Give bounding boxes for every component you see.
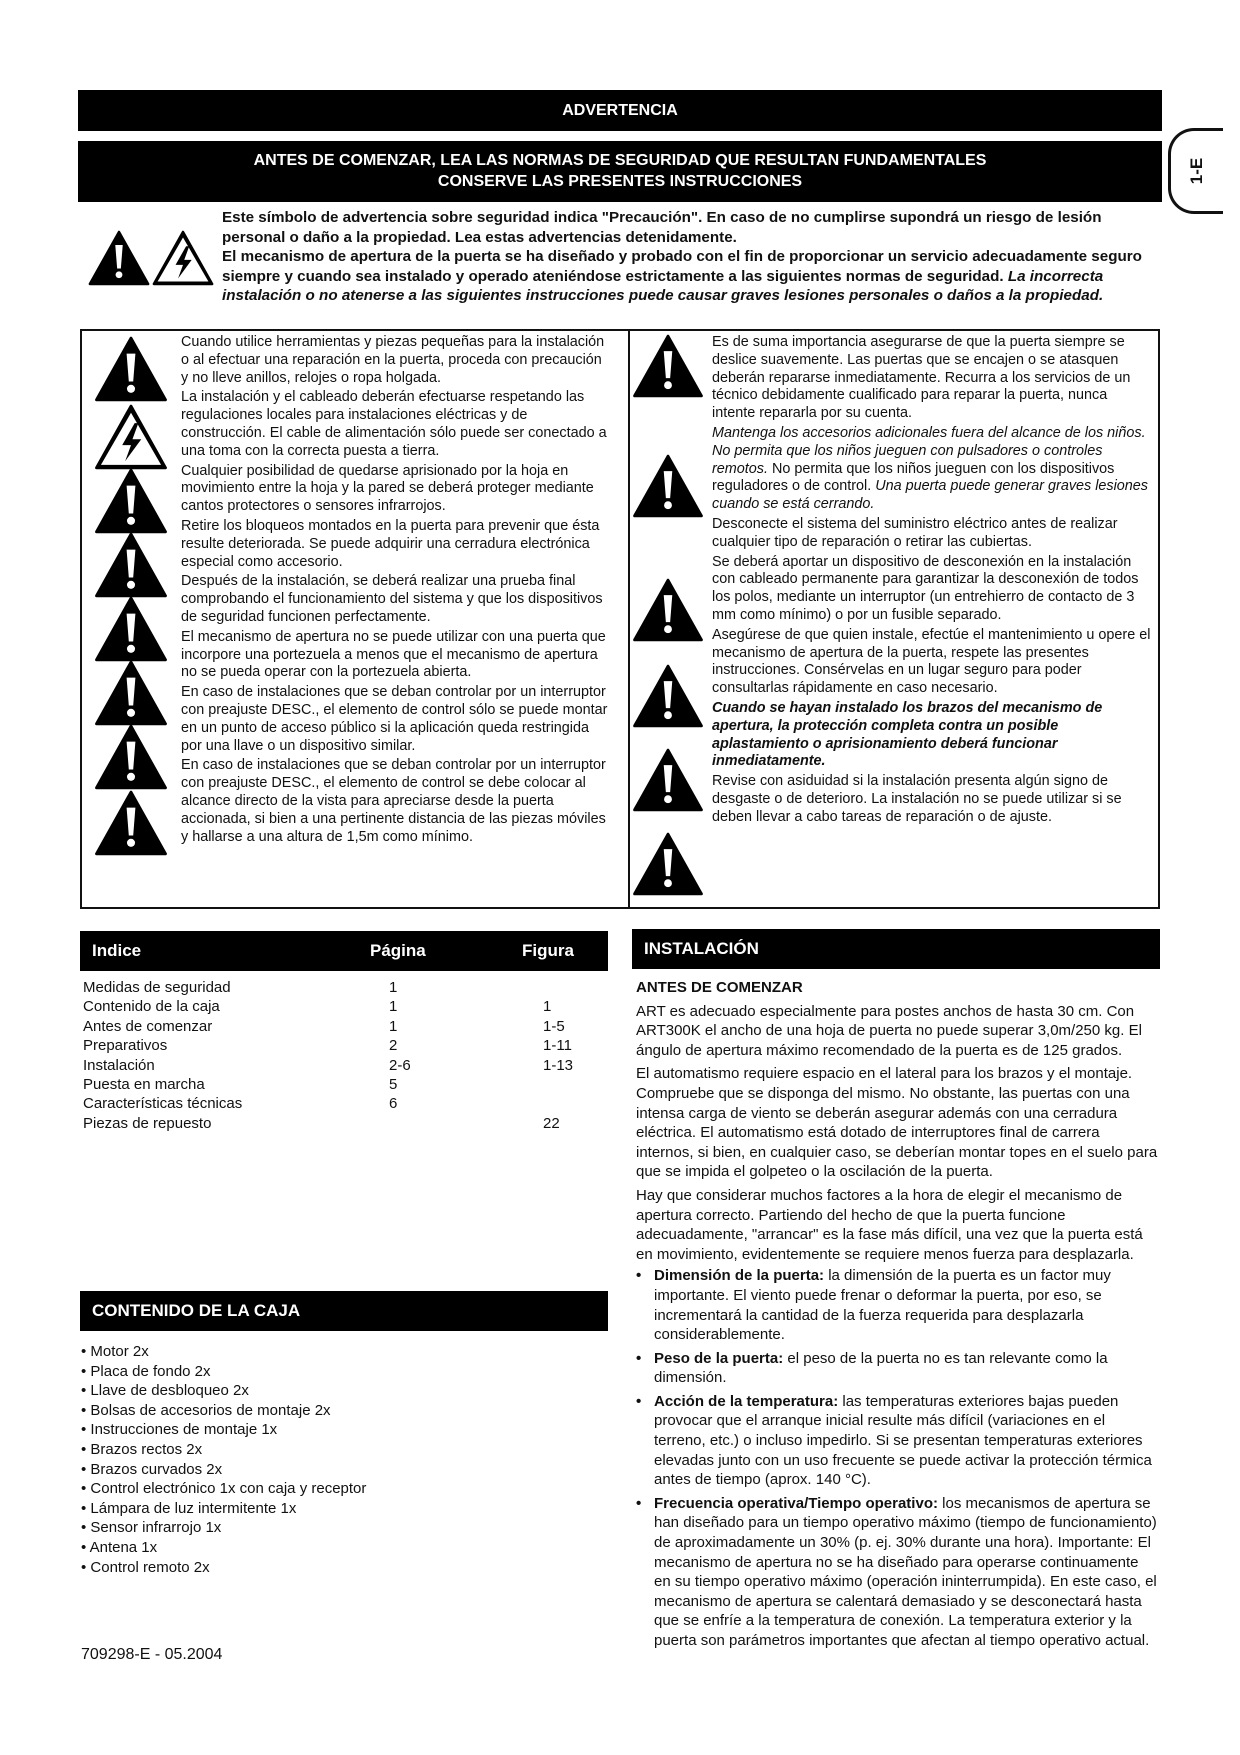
list-item: • Bolsas de accesorios de montaje 2x: [81, 1401, 331, 1419]
exclamation-triangle-icon: [92, 468, 170, 534]
list-item: • Llave de desbloqueo 2x: [81, 1382, 249, 1400]
safety-rule: Revise con asiduidad si la instalación presenta algún signo de desgaste o de deterioro. La instalación no se puede utilizar si se deben llevar a cabo tareas de reparación o de ajuste.: [712, 773, 1122, 825]
notice-line-2: CONSERVE LAS PRESENTES INSTRUCCIONES: [437, 173, 803, 190]
safety-rule: Después de la instalación, se deberá realizar una prueba final comprobando el funcionamiento del sistema y que los dispositivos de seguridad funcionen perfectamente.: [181, 573, 603, 625]
index-col-page: Página: [370, 941, 426, 960]
warning-title: ADVERTENCIA: [562, 102, 678, 119]
list-item: • Brazos curvados 2x: [81, 1460, 223, 1478]
safety-rule: Es de suma importancia asegurarse de que la puerta siempre se deslice suavemente. Las puertas que se encajen o se atasquen deberán repararse inmediatamente. Recurra a los servicios de un técnico debidamente cualificado para reparar la puerta, nunca intente repararla por su cuenta.: [712, 334, 1131, 422]
lightning-triangle-icon: [152, 230, 214, 286]
list-item: • Peso de la puerta: el peso de la puerta no es tan relevante como la dimensión.: [636, 1349, 1158, 1388]
exclamation-triangle-icon: [630, 578, 706, 642]
notice-banner: [78, 141, 1162, 202]
exclamation-triangle-icon: [92, 532, 170, 598]
list-item: • Sensor infrarrojo 1x: [81, 1519, 222, 1537]
box-contents-list: [81, 1342, 601, 1577]
exclamation-triangle-icon: [630, 664, 706, 728]
exclamation-triangle-icon: [88, 230, 150, 286]
safety-rule: Asegúrese de que quien instale, efectúe el mantenimiento u opere el mecanismo de apertura de la puerta, respete las presentes instrucciones. Consérvelas en un lugar seguro para poder consultarlas rápidamente en caso necesario.: [712, 626, 1151, 697]
table-row[interactable]: Piezas de repuesto 22: [83, 1114, 560, 1132]
safety-rule: Cualquier posibilidad de quedarse aprisionado por la hoja en movimiento entre la hoja y la pared se deberá proteger mediante cantos protectores o sensores infrarrojos.: [181, 462, 594, 515]
safety-rule-emphasis: Cuando se hayan instalado los brazos del mecanismo de apertura, la protección completa contra un posible aplastamiento o aprisionamiento deberá funcionar inmediatamente.: [712, 699, 1103, 770]
safety-right-column: [712, 334, 1152, 829]
safety-rule: Retire los bloqueos montados en la puerta para prevenir que ésta resulte deteriorada. Se puede adquirir una cerradura electrónica especial como accesorio.: [181, 517, 600, 570]
safety-rule: Se deberá aportar un dispositivo de desconexión en la instalación con cableado permanente para garantizar la desconexión de todos los polos, mediante un interruptor (un entrehierro de contacto de 3 mm como mínimo) o por un fusible separado.: [712, 553, 1139, 623]
safety-rule: Cuando utilice herramientas y piezas pequeñas para la instalación o al efectuar una reparación en la puerta, proceda con precaución y no lleve anillos, relojes o ropa holgada.: [181, 334, 605, 386]
exclamation-triangle-icon: [92, 660, 170, 726]
installation-paragraph: El automatismo requiere espacio en el lateral para los brazos y el montaje. Compruebe que se disponga del mismo. No obstante, las puertas con una intensa carga de viento se deberán asegurar además con una cerradura eléctrica. El automatismo está dotado de interruptores final de carrera internos, si bien, en cualquier caso, se deberían montar topes en el suelo para que se impida el golpeteo o la oscilación de la puerta.: [636, 1065, 1158, 1181]
safety-rule: En caso de instalaciones que se deban controlar por un interruptor con preajuste DESC., el elemento de control se debe colocar al alcance directo de la vista para apreciarse desde la puerta accionada, si bien a una pertinente distancia de las piezas móviles y hallarse a una altura de 1,5m como mínimo.: [181, 757, 606, 845]
table-row[interactable]: Antes de comenzar 1 1-5: [83, 1017, 565, 1035]
exclamation-triangle-icon: [630, 748, 706, 812]
list-item: • Lámpara de luz intermitente 1x: [81, 1499, 297, 1517]
safety-rule: En caso de instalaciones que se deban controlar por un interruptor con preajuste DESC., el elemento de control sólo se puede montar en un punto de acceso público si la aplicación queda restringida por una llave o un dispositivo similar.: [181, 684, 608, 754]
table-row[interactable]: Instalación 2-6 1-13: [83, 1056, 574, 1074]
table-row[interactable]: Preparativos 2 1-11: [83, 1037, 572, 1055]
table-row[interactable]: Medidas de seguridad 1: [83, 979, 398, 996]
index-header: [80, 931, 608, 971]
installation-header: [632, 929, 1160, 969]
lightning-triangle-icon: [92, 404, 170, 470]
installation-title: INSTALACIÓN: [644, 939, 759, 958]
safety-rule: El mecanismo de apertura no se puede utilizar con una puerta que incorpore una portezuela a menos que el mecanismo de apertura no se pueda operar con la portezuela abierta.: [181, 628, 606, 681]
table-row[interactable]: Puesta en marcha 5: [83, 1075, 398, 1093]
safety-left-column: [181, 334, 611, 848]
mechanism-italic-warning: La incorrecta instalación o no atenerse a las siguientes instrucciones puede causar graves lesiones personales o daños a la propiedad.: [222, 267, 1104, 305]
list-item: • Acción de la temperatura: las temperaturas exteriores bajas pueden provocar que el arranque inicial resulte más difícil (variaciones en el terreno, etc.) o incluso impedirlo. Si se presentan temperaturas exteriores elevadas junto con un uso frecuente se puede activar la protección térmica antes de tiempo (aprox. 140 °C).: [636, 1392, 1158, 1490]
index-col-title: Indice: [92, 941, 142, 960]
exclamation-triangle-icon: [630, 454, 706, 518]
list-item: • Control electrónico 1x con caja y receptor: [81, 1480, 367, 1498]
symbol-explanation: Este símbolo de advertencia sobre seguridad indica "Precaución". En caso de no cumplirse supondrá un riesgo de lesión personal o daño a la propiedad. Lea estas advertencias detenidamente.: [222, 209, 1102, 246]
safety-rule: Desconecte el sistema del suministro eléctrico antes de realizar cualquier tipo de reparación o retirar las cubiertas.: [712, 515, 1118, 550]
box-contents-header: [80, 1291, 608, 1331]
installation-subtitle: ANTES DE COMENZAR: [636, 979, 803, 996]
list-item: • Brazos rectos 2x: [81, 1440, 203, 1458]
list-item: • Control remoto 2x: [81, 1558, 210, 1576]
table-row[interactable]: Contenido de la caja 1 1: [83, 998, 552, 1016]
list-item: • Motor 2x: [81, 1343, 149, 1360]
index-table: [83, 978, 603, 1133]
installation-paragraph: Hay que considerar muchos factores a la hora de elegir el mecanismo de apertura correcto. Partiendo del hecho de que la puerta funcione adecuadamente, "arrancar" es la fase más difícil, una vez que la puerta está en movimiento, evidentemente se requiere menos fuerza para desplazarla.: [636, 1186, 1143, 1263]
list-item: • Antena 1x: [81, 1538, 158, 1556]
exclamation-triangle-icon: [92, 790, 170, 856]
exclamation-triangle-icon: [630, 334, 706, 398]
warning-banner: [78, 90, 1162, 131]
safety-rule: La instalación y el cableado deberán efectuarse respetando las regulaciones locales para instalaciones eléctricas y de construcción. El cable de alimentación sólo puede ser conectado a una toma con la correcta puesta a tierra.: [181, 389, 607, 459]
mechanism-statement: El mecanismo de apertura de la puerta se ha diseñado y probado con el fin de proporcionar un servicio adecuadamente seguro siempre y cuando sea instalado y operado ateniéndose estrictamente a las siguientes normas de seguridad. La incorrecta instalación o no atenerse a las siguientes instrucciones puede causar graves lesiones personales o daños a la propiedad.: [222, 248, 1142, 305]
exclamation-triangle-icon: [92, 724, 170, 790]
list-item: • Instrucciones de montaje 1x: [81, 1421, 278, 1439]
installation-body: [636, 978, 1158, 1655]
exclamation-triangle-icon: [630, 832, 706, 896]
box-contents-title: CONTENIDO DE LA CAJA: [92, 1301, 301, 1320]
exclamation-triangle-icon: [92, 336, 170, 402]
intro-warning-text: [222, 208, 1162, 306]
index-col-figure: Figura: [522, 941, 574, 960]
list-item: • Frecuencia operativa/Tiempo operativo: los mecanismos de apertura se han diseñado para un tiempo operativo máximo (tiempo de funcionamiento) de aproximadamente un 30% (p. ej. 30% durante una hora). Importante: El mecanismo de apertura no se ha diseñado para operarse continuamente en su tiempo operativo máximo (operación ininterrumpida). En este caso, el mecanismo de apertura se calentará demasiado y se desconectará hasta que se enfríe a la temperatura de conexión. La temperatura exterior y la puerta son parámetros importantes que afectan al tiempo operativo actual.: [636, 1494, 1158, 1651]
side-tab-label: 1-E: [1187, 157, 1206, 185]
language-page-tab: [1168, 128, 1223, 214]
document-code: 709298-E - 05.2004: [81, 1646, 223, 1663]
list-item: • Placa de fondo 2x: [81, 1362, 211, 1380]
list-item: • Dimensión de la puerta: la dimensión de la puerta es un factor muy importante. El viento puede frenar o deformar la puerta, por eso, se incrementará la cantidad de la fuerza requerida para desplazarla considerablemente.: [636, 1266, 1158, 1344]
installation-paragraph: ART es adecuado especialmente para postes anchos de hasta 30 cm. Con ART300K el ancho de una hoja de puerta no puede superar 3,0m/250 kg. El ángulo de apertura máximo recomendado de la puerta es de 125 grados.: [636, 1002, 1142, 1059]
exclamation-triangle-icon: [92, 596, 170, 662]
notice-line-1: ANTES DE COMENZAR, LEA LAS NORMAS DE SEGURIDAD QUE RESULTAN FUNDAMENTALES: [253, 152, 987, 169]
table-row[interactable]: Características técnicas 6: [83, 1095, 398, 1113]
safety-rule-children: Mantenga los accesorios adicionales fuera del alcance de los niños. No permita que los niños jueguen con pulsadores o controles remotos. No permita que los niños jueguen con los dispositivos reguladores o de control. Una puerta puede generar graves lesiones cuando se está cerrando.: [712, 424, 1149, 513]
